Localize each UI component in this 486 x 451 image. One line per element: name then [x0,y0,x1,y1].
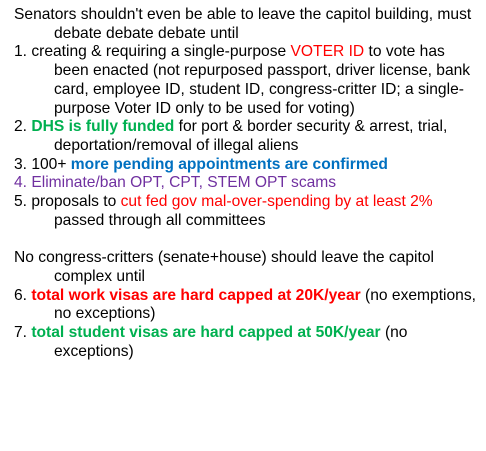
list-item-6-prefix: 6. [14,286,32,304]
list-item-5-suffix: passed through all committees [54,211,266,229]
list-item-7-prefix: 7. [14,323,32,341]
list-item-3-highlight: more pending appointments are confirmed [70,155,388,173]
list-item-6 [14,287,476,324]
list-item-2-prefix: 2. [14,118,32,136]
intro-paragraph-1: Senators shouldn't even be able to leave the capitol building, must debate debate debate until [14,6,472,42]
list-item-1-prefix: 1. creating & requiring a single-purpose [14,43,291,61]
list-item-2 [14,118,476,155]
list-item-4-highlight: 4. Eliminate/ban OPT, CPT, STEM OPT scams [14,174,337,192]
list-item-3 [14,156,476,175]
list-item-1-suffix: to vote has been enacted (not repurposed passport, driver license, bank card, employee ID, student ID, congress-critter ID; a single-purpose Voter ID only to be used for voting) [54,43,471,117]
list-item-2-highlight: DHS is fully funded [31,118,175,136]
list-item-5-highlight: cut fed gov mal-over-spending by at least 2% [120,193,433,211]
list-item-7 [14,324,476,361]
list-item-5 [14,193,476,230]
list-item-7-suffix: (no exceptions) [54,323,408,360]
list-item-4 [14,174,476,193]
list-item-6-suffix: (no exemptions, no exceptions) [54,286,476,323]
intro-paragraph-2: No congress-critters (senate+house) should leave the capitol complex until [14,249,434,285]
list-item-3-prefix: 3. 100+ [14,155,71,173]
list-item-6-highlight: total work visas are hard capped at 20K/year [31,286,361,304]
list-item-2-suffix: for port & border security & arrest, trial, deportation/removal of illegal aliens [54,118,448,154]
list-item-5-prefix: 5. proposals to [14,193,121,211]
paragraph-spacer [14,230,476,249]
list-item-7-highlight: total student visas are hard capped at 50K/year [31,323,381,341]
list-item-1-highlight: VOTER ID [290,43,365,61]
list-item-1 [14,43,476,118]
